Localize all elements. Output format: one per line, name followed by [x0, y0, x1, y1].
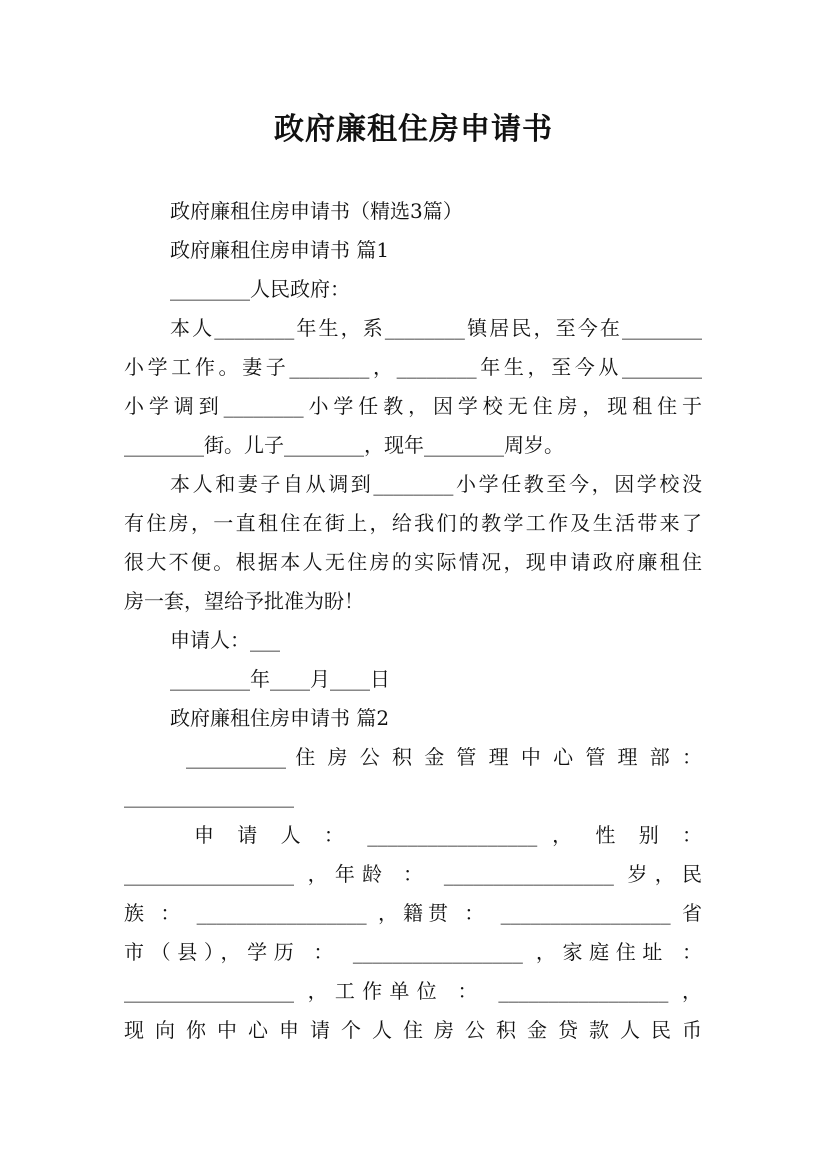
paragraph-line: 很大不便。根据本人无住房的实际情况，现申请政府廉租住 [124, 550, 702, 574]
paragraph-line: _________________ [124, 784, 294, 808]
addressee: ________人民政府： [170, 277, 350, 301]
applicant-signature: 申请人：___ [170, 628, 280, 652]
paragraph-line: 小学工作。妻子________，________年生，至今从________ [124, 355, 702, 379]
addressee: __________ 住 房 公 积 金 管 理 中 心 管 理 部 ： [186, 745, 702, 769]
paragraph-line: 有住房，一直租住在街上，给我们的教学工作及生活带来了 [124, 511, 702, 535]
paragraph-line: 现 向 你 中 心 申 请 个 人 住 房 公 积 金 贷 款 人 民 币 [124, 1018, 702, 1042]
signature-date: ________年____月____日 [170, 667, 390, 691]
paragraph-line: 房一套，望给予批准为盼！ [124, 589, 364, 613]
doc-subtitle: 政府廉租住房申请书（精选3篇） [170, 199, 463, 223]
paragraph-line: _________________ ，年龄 ： _________________ 岁，民 [124, 862, 702, 886]
section-heading-1: 政府廉租住房申请书 篇1 [170, 238, 390, 262]
paragraph-line: 本人和妻子自从调到________小学任教至今，因学校没 [170, 472, 702, 496]
paragraph-line: 族 ： _________________ ，籍贯 ： _________________ 省 [124, 901, 702, 925]
paragraph-line: _________________ ，工作单位 ： _________________ ， [124, 979, 702, 1003]
paragraph-line: 申 请 人 ： _________________ ， 性 别 ： [194, 823, 702, 847]
section-heading-2: 政府廉租住房申请书 篇2 [170, 706, 390, 730]
paragraph-line: 市（县），学历 ： _________________ ，家庭住址 ： [124, 940, 702, 964]
paragraph-line: 本人________年生，系________镇居民，至今在________ [170, 316, 702, 340]
paragraph-line: 小学调到________小学任教，因学校无住房，现租住于 [124, 394, 702, 418]
page-title: 政府廉租住房申请书 [274, 112, 553, 147]
paragraph-line: ________街。儿子________，现年________周岁。 [124, 433, 564, 457]
